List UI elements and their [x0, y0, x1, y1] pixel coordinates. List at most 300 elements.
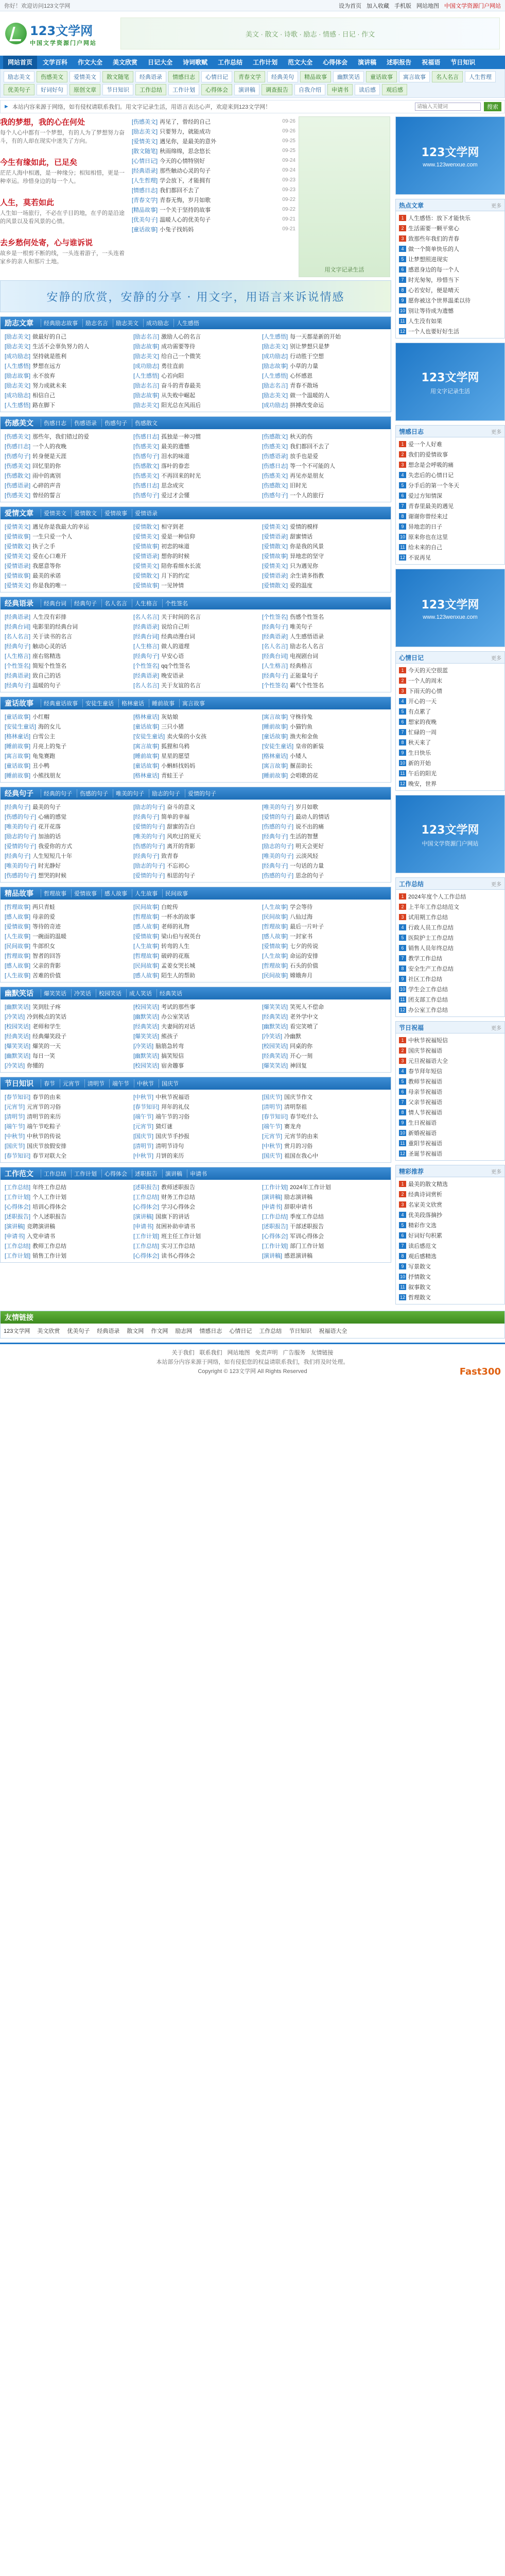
- item-category[interactable]: [人生故事]: [5, 933, 31, 940]
- list-item[interactable]: [5, 1211, 129, 1221]
- item-title[interactable]: 青春无悔，岁月如歌: [160, 197, 211, 204]
- list-item[interactable]: [5, 1002, 129, 1011]
- section-title[interactable]: 节日知识: [5, 1079, 33, 1088]
- item-category[interactable]: [心得体会]: [262, 1233, 288, 1240]
- list-item[interactable]: [262, 1121, 387, 1131]
- item-title[interactable]: 月亮上的兔子: [32, 743, 67, 750]
- list-item[interactable]: [133, 621, 258, 631]
- list-item[interactable]: [5, 751, 129, 760]
- item-title[interactable]: 孤独是一种习惯: [161, 433, 201, 440]
- headline-title[interactable]: 去乡愁何处寄，心与谁诉说: [0, 239, 93, 247]
- list-item[interactable]: [262, 370, 387, 380]
- section-tab[interactable]: 中秋节: [134, 1079, 156, 1088]
- search-button[interactable]: 搜索: [484, 102, 501, 111]
- list-item[interactable]: [399, 1117, 501, 1128]
- list-item[interactable]: [133, 811, 258, 821]
- nav-item[interactable]: 述职报告: [387, 59, 412, 66]
- list-item[interactable]: [262, 851, 387, 860]
- item-title[interactable]: 渔夫和金鱼: [290, 733, 319, 740]
- list-item[interactable]: [262, 902, 387, 911]
- subnav-item[interactable]: 名人名言: [432, 71, 463, 82]
- item-category[interactable]: [名人名言]: [133, 614, 160, 620]
- item-title[interactable]: 端午节吃粽子: [27, 1123, 61, 1130]
- top-link-home[interactable]: 设为首页: [339, 3, 361, 9]
- item-category[interactable]: [伤感日志]: [133, 482, 160, 489]
- item-title[interactable]: 笑到肚子疼: [32, 1004, 61, 1010]
- item-category[interactable]: [唯美的句子]: [133, 833, 165, 840]
- item-title[interactable]: 爱的温度: [290, 582, 313, 589]
- section-tab[interactable]: 国庆节: [159, 1079, 181, 1088]
- item-category[interactable]: [格林童话]: [133, 714, 160, 720]
- item-category[interactable]: [感人故事]: [133, 972, 160, 979]
- item-title[interactable]: 父亲的背影: [32, 962, 61, 969]
- item-title[interactable]: 小蝌蚪找妈妈: [161, 762, 196, 769]
- list-item[interactable]: [133, 1002, 258, 1011]
- item-category[interactable]: [安徒生童话]: [133, 733, 165, 740]
- list-item[interactable]: [133, 1031, 258, 1041]
- nav-item[interactable]: 祝福语: [422, 59, 441, 66]
- section-tab[interactable]: 爱情美文: [41, 509, 69, 517]
- list-item[interactable]: [399, 1056, 501, 1066]
- item-category[interactable]: [清明节]: [5, 1113, 25, 1120]
- item-title[interactable]: 名家美文欣赏: [408, 1202, 442, 1208]
- item-category[interactable]: [人生故事]: [262, 904, 288, 910]
- list-item[interactable]: [133, 480, 258, 490]
- section-title[interactable]: 工作范文: [5, 1170, 33, 1178]
- list-item[interactable]: [5, 351, 129, 361]
- item-title[interactable]: 甜蜜的告白: [167, 823, 196, 830]
- item-category[interactable]: [成功励志]: [5, 392, 31, 399]
- item-title[interactable]: 相信自己: [32, 392, 56, 399]
- list-item[interactable]: [399, 1261, 501, 1272]
- item-title[interactable]: 团支部工作总结: [408, 997, 448, 1003]
- list-item[interactable]: [399, 501, 501, 511]
- list-item[interactable]: [399, 994, 501, 1005]
- item-title[interactable]: 小兔子找妈妈: [160, 226, 194, 233]
- item-title[interactable]: 灰姑娘: [161, 714, 179, 720]
- list-item[interactable]: [5, 631, 129, 641]
- item-title[interactable]: 岁月如歌: [295, 804, 319, 810]
- intro-image[interactable]: [299, 116, 390, 277]
- item-title[interactable]: 早安心语: [161, 653, 184, 659]
- item-title[interactable]: 等一个不可能的人: [290, 463, 336, 469]
- item-category[interactable]: [励志的句子]: [133, 804, 165, 810]
- subnav-item[interactable]: 申请书: [327, 84, 353, 95]
- list-item[interactable]: [399, 326, 501, 336]
- item-category[interactable]: [人生格言]: [262, 663, 288, 669]
- item-title[interactable]: 等待的奇迹: [32, 923, 61, 930]
- list-item[interactable]: [399, 316, 501, 326]
- list-item[interactable]: [262, 1002, 387, 1011]
- list-item[interactable]: [399, 737, 501, 748]
- item-category[interactable]: [感人故事]: [133, 923, 160, 930]
- list-item[interactable]: [133, 741, 258, 751]
- item-category[interactable]: [伤感日志]: [262, 463, 288, 469]
- item-title[interactable]: 入党申请书: [27, 1233, 56, 1240]
- item-title[interactable]: 遇见你，是最美的意外: [160, 138, 217, 145]
- item-title[interactable]: 青春里最美的遇见: [408, 503, 454, 510]
- list-item[interactable]: [262, 831, 387, 841]
- item-title[interactable]: 相思的句子: [167, 872, 196, 879]
- item-title[interactable]: 爱过才会懂: [161, 492, 190, 499]
- item-category[interactable]: [演讲稿]: [5, 1223, 25, 1230]
- item-category[interactable]: [伤感日志]: [133, 433, 160, 440]
- item-category[interactable]: [寓言故事]: [133, 743, 160, 750]
- list-item[interactable]: [262, 561, 387, 570]
- item-title[interactable]: 重阳节祝福语: [408, 1141, 442, 1147]
- item-category[interactable]: [春节知识]: [133, 1104, 160, 1110]
- section-tab[interactable]: 经典的句子: [41, 789, 75, 798]
- list-item[interactable]: [5, 1021, 129, 1031]
- item-title[interactable]: 落叶的眷恋: [161, 463, 190, 469]
- side-box-title[interactable]: 热点文章: [399, 201, 424, 209]
- item-title[interactable]: 回忆里的你: [32, 463, 61, 469]
- item-title[interactable]: 端午节的习俗: [155, 1113, 190, 1120]
- item-category[interactable]: [爱情的句子]: [262, 814, 294, 820]
- item-title[interactable]: 小红帽: [32, 714, 50, 720]
- item-title[interactable]: 销售人员年终总结: [408, 945, 454, 952]
- list-item[interactable]: [262, 970, 387, 980]
- item-category[interactable]: [励志美文]: [5, 343, 31, 350]
- item-category[interactable]: [心得体会]: [133, 1204, 160, 1210]
- item-category[interactable]: [人生感悟]: [133, 372, 160, 379]
- nav-item[interactable]: 工作总结: [218, 59, 243, 66]
- item-title[interactable]: 忙碌的一周: [408, 730, 437, 736]
- item-category[interactable]: [人生感悟]: [262, 372, 288, 379]
- item-title[interactable]: 晚安，世界: [408, 781, 437, 787]
- subnav-item[interactable]: 好词好句: [37, 84, 67, 95]
- item-title[interactable]: 陪你看细水长流: [161, 563, 201, 569]
- list-item[interactable]: [5, 541, 129, 551]
- item-category[interactable]: [爱情语录]: [262, 572, 288, 579]
- list-item[interactable]: [133, 970, 258, 980]
- item-title[interactable]: 失恋后的心情日记: [408, 472, 454, 479]
- item-category[interactable]: [校园笑话]: [133, 1062, 160, 1069]
- item-title[interactable]: 情人节祝福语: [408, 1110, 442, 1116]
- list-item[interactable]: [262, 1031, 387, 1041]
- item-category[interactable]: [元宵节]: [5, 1104, 25, 1110]
- item-title[interactable]: 让梦想照进现实: [408, 257, 448, 263]
- item-category[interactable]: [清明节]: [262, 1104, 283, 1110]
- list-item[interactable]: [133, 731, 258, 741]
- item-category[interactable]: [伤感句子]: [262, 492, 288, 499]
- item-category[interactable]: [人生格言]: [5, 653, 31, 659]
- item-category[interactable]: [经典句子]: [5, 853, 31, 859]
- item-title[interactable]: 清明节诗句: [155, 1143, 184, 1149]
- item-title[interactable]: 伤感个性签名: [290, 614, 324, 620]
- list-item[interactable]: [399, 439, 501, 449]
- item-title[interactable]: 优美段落摘抄: [408, 1212, 442, 1218]
- list-item[interactable]: [5, 390, 129, 400]
- list-item[interactable]: [5, 651, 129, 660]
- footer-link[interactable]: 免责声明: [255, 1350, 278, 1356]
- item-category[interactable]: [励志的句子]: [262, 843, 294, 850]
- item-title[interactable]: 辞职申请书: [284, 1204, 313, 1210]
- item-category[interactable]: [情感日志]: [132, 187, 158, 194]
- list-item[interactable]: [133, 631, 258, 641]
- item-title[interactable]: 最美的承诺: [32, 572, 61, 579]
- item-category[interactable]: [中秋节]: [133, 1153, 154, 1159]
- list-item[interactable]: [262, 1011, 387, 1021]
- list-item[interactable]: [399, 552, 501, 563]
- list-item[interactable]: [399, 213, 501, 223]
- item-category[interactable]: [经典句子]: [5, 804, 31, 810]
- item-category[interactable]: [伤感的句子]: [262, 823, 294, 830]
- item-title[interactable]: 社区工作总结: [408, 976, 442, 982]
- list-item[interactable]: [262, 1141, 387, 1150]
- list-item[interactable]: [262, 1250, 387, 1260]
- item-category[interactable]: [校园笑话]: [262, 1043, 288, 1049]
- item-title[interactable]: 爱在心口难开: [32, 553, 67, 560]
- item-category[interactable]: [工作计划]: [262, 1184, 288, 1191]
- subnav-item[interactable]: 爱情美文: [69, 71, 100, 82]
- list-item[interactable]: [133, 870, 258, 880]
- item-title[interactable]: 陌生人的帮助: [161, 972, 196, 979]
- item-category[interactable]: [经典句子]: [5, 682, 31, 689]
- item-title[interactable]: 转身便是天涯: [32, 453, 67, 460]
- item-title[interactable]: 时光匆匆，珍惜当下: [408, 277, 459, 283]
- item-category[interactable]: [经典台词]: [5, 623, 31, 630]
- section-tab[interactable]: 爱情语录: [132, 509, 160, 517]
- list-item[interactable]: [262, 670, 387, 680]
- item-title[interactable]: 白蛇传: [161, 904, 179, 910]
- list-item[interactable]: [399, 675, 501, 686]
- item-title[interactable]: 今天的天空很蓝: [408, 668, 448, 674]
- list-item[interactable]: [399, 912, 501, 922]
- list-item[interactable]: [262, 941, 387, 951]
- item-category[interactable]: [唯美的句子]: [5, 862, 37, 869]
- friend-link[interactable]: 123文学网: [4, 1328, 30, 1334]
- item-title[interactable]: 安全生产工作总结: [408, 966, 454, 972]
- headline-title[interactable]: 今生有缘如此，已足矣: [0, 158, 78, 167]
- item-category[interactable]: [寓言故事]: [5, 753, 31, 759]
- list-item[interactable]: [262, 960, 387, 970]
- item-title[interactable]: 中秋节祝福短信: [408, 1038, 448, 1044]
- nav-item[interactable]: 心得体会: [323, 59, 348, 66]
- item-category[interactable]: [经典语录]: [132, 167, 158, 174]
- item-title[interactable]: 思念的句子: [295, 872, 324, 879]
- item-title[interactable]: 军训心得体会: [290, 1233, 324, 1240]
- item-category[interactable]: [演讲稿]: [262, 1194, 283, 1200]
- list-item[interactable]: [5, 1101, 129, 1111]
- item-title[interactable]: 同桌的你: [290, 1043, 313, 1049]
- item-title[interactable]: 抒情散文: [408, 1274, 431, 1280]
- item-title[interactable]: 你是我的风景: [290, 543, 324, 550]
- item-category[interactable]: [爱情美文]: [5, 523, 31, 530]
- list-item[interactable]: [5, 1092, 129, 1101]
- item-title[interactable]: 国庆节手抄报: [155, 1133, 190, 1140]
- subnav-item[interactable]: 伤感美文: [37, 71, 67, 82]
- list-item[interactable]: [262, 1060, 387, 1070]
- list-item[interactable]: [262, 521, 387, 531]
- item-title[interactable]: 办公室工作总结: [408, 1007, 448, 1013]
- item-title[interactable]: 梁山伯与祝英台: [161, 933, 201, 940]
- item-title[interactable]: 遇见你是我最大的幸运: [32, 523, 90, 530]
- item-category[interactable]: [个性签名]: [262, 614, 288, 620]
- list-item[interactable]: [133, 680, 258, 690]
- list-item[interactable]: [133, 641, 258, 651]
- item-title[interactable]: 放手也是爱: [290, 453, 319, 460]
- item-category[interactable]: [伤感句子]: [133, 453, 160, 460]
- item-category[interactable]: [成功励志]: [262, 353, 288, 360]
- section-tab[interactable]: 励志的句子: [149, 789, 183, 798]
- list-item[interactable]: [262, 1041, 387, 1050]
- list-item[interactable]: [262, 631, 387, 641]
- item-category[interactable]: [工作总结]: [5, 1243, 31, 1249]
- list-item[interactable]: [5, 470, 129, 480]
- footer-link[interactable]: 广告服务: [283, 1350, 306, 1356]
- item-category[interactable]: [工作计划]: [5, 1194, 31, 1200]
- item-category[interactable]: [爆笑笑话]: [262, 1062, 288, 1069]
- item-title[interactable]: 永不放弃: [32, 372, 56, 379]
- item-title[interactable]: 赛龙舟: [284, 1123, 302, 1130]
- item-title[interactable]: 励志名人名言: [290, 643, 324, 650]
- item-category[interactable]: [人生哲理]: [132, 177, 158, 184]
- section-tab[interactable]: 经典句子: [71, 599, 99, 607]
- item-category[interactable]: [哲理故事]: [5, 904, 31, 910]
- item-title[interactable]: 奋斗的意义: [167, 804, 196, 810]
- list-item[interactable]: [399, 1005, 501, 1015]
- item-category[interactable]: [经典笑话]: [262, 1053, 288, 1059]
- item-title[interactable]: 人生没有如果: [408, 318, 442, 325]
- item-category[interactable]: [工作计划]: [133, 1233, 160, 1240]
- item-title[interactable]: 关于读书的名言: [32, 633, 73, 640]
- section-tab[interactable]: 个性签名: [162, 599, 190, 607]
- nav-item[interactable]: 美文欣赏: [113, 59, 138, 66]
- item-title[interactable]: 母亲节祝福语: [408, 1089, 442, 1095]
- section-tab[interactable]: 伤感句子: [101, 419, 130, 427]
- item-title[interactable]: 想哭的时候: [38, 872, 67, 879]
- item-category[interactable]: [工作总结]: [262, 1213, 288, 1220]
- list-item[interactable]: [5, 1131, 129, 1141]
- item-title[interactable]: 原来你也在这里: [408, 534, 448, 540]
- item-title[interactable]: 我爱你的方式: [38, 843, 73, 850]
- item-category[interactable]: [爱情美文]: [133, 563, 160, 569]
- list-item[interactable]: [133, 1192, 258, 1201]
- list-item[interactable]: [262, 802, 387, 811]
- list-item[interactable]: [133, 521, 258, 531]
- list-item[interactable]: [262, 841, 387, 851]
- item-category[interactable]: [民间故事]: [262, 913, 288, 920]
- item-category[interactable]: [经典语录]: [262, 633, 288, 640]
- subnav-item[interactable]: 散文随笔: [102, 71, 133, 82]
- section-tab[interactable]: 伤感日志: [41, 419, 69, 427]
- list-item[interactable]: [399, 963, 501, 974]
- list-item[interactable]: [133, 431, 258, 441]
- item-title[interactable]: 冷幽默: [284, 1033, 302, 1040]
- list-item[interactable]: [5, 811, 129, 821]
- item-category[interactable]: [人生格言]: [133, 643, 160, 650]
- list-item[interactable]: [5, 1031, 129, 1041]
- item-category[interactable]: [经典句子]: [133, 853, 160, 859]
- item-title[interactable]: 励志演讲稿: [284, 1194, 313, 1200]
- friend-link[interactable]: 心情日记: [229, 1328, 252, 1334]
- list-item[interactable]: [133, 911, 258, 921]
- list-item[interactable]: [262, 641, 387, 651]
- item-title[interactable]: 冷到极点的笑话: [27, 1013, 67, 1020]
- list-item[interactable]: [262, 651, 387, 660]
- list-item[interactable]: [133, 960, 258, 970]
- item-category[interactable]: [爱情语录]: [133, 553, 160, 560]
- site-logo[interactable]: [5, 21, 113, 47]
- item-category[interactable]: [伤感日志]: [5, 443, 31, 450]
- item-title[interactable]: 搞笑短信: [161, 1053, 184, 1059]
- item-title[interactable]: 我们都回不去了: [290, 443, 330, 450]
- section-tab[interactable]: 伤感的句子: [77, 789, 111, 798]
- item-category[interactable]: [童话故事]: [5, 714, 31, 720]
- list-item[interactable]: [5, 770, 129, 780]
- friend-link[interactable]: 祝福语大全: [319, 1328, 347, 1334]
- item-title[interactable]: 做人的道理: [161, 643, 190, 650]
- list-item[interactable]: [399, 717, 501, 727]
- list-item[interactable]: [133, 541, 258, 551]
- footer-link[interactable]: 网站地图: [227, 1350, 250, 1356]
- subnav-item[interactable]: 童话故事: [366, 71, 397, 82]
- list-item[interactable]: [262, 331, 387, 341]
- section-tab[interactable]: 爱情的句子: [185, 789, 219, 798]
- item-category[interactable]: [励志美文]: [262, 392, 288, 399]
- item-title[interactable]: 一句话的力量: [290, 862, 324, 869]
- item-category[interactable]: [爱情美文]: [262, 563, 288, 569]
- subnav-item[interactable]: 经典语录: [135, 71, 166, 82]
- list-item[interactable]: [132, 185, 295, 195]
- item-title[interactable]: 生活不会辜负努力的人: [32, 343, 90, 350]
- list-item[interactable]: [133, 1141, 258, 1150]
- section-tab[interactable]: 经典笑话: [156, 989, 185, 997]
- headline-title[interactable]: 人生，莫若如此: [0, 198, 55, 207]
- item-title[interactable]: 心碎的声音: [32, 482, 61, 489]
- list-item[interactable]: [133, 390, 258, 400]
- item-title[interactable]: 教师节祝福语: [408, 1079, 442, 1085]
- section-tab[interactable]: 民间故事: [162, 889, 190, 897]
- item-title[interactable]: 学会放下，才能拥有: [160, 177, 211, 184]
- item-category[interactable]: [人生感悟]: [262, 333, 288, 340]
- item-category[interactable]: [幽默笑话]: [5, 1053, 31, 1059]
- item-title[interactable]: 感恩演讲稿: [284, 1252, 313, 1259]
- subnav-item[interactable]: 情感日志: [168, 71, 199, 82]
- item-category[interactable]: [励志美文]: [5, 382, 31, 389]
- list-item[interactable]: [399, 1292, 501, 1302]
- list-item[interactable]: [133, 612, 258, 621]
- subnav-item[interactable]: 自我介绍: [294, 84, 325, 95]
- item-category[interactable]: [冷笑话]: [5, 1013, 25, 1020]
- list-item[interactable]: [262, 580, 387, 590]
- item-category[interactable]: [伤感美文]: [262, 472, 288, 479]
- list-item[interactable]: [399, 460, 501, 470]
- item-category[interactable]: [申请书]: [262, 1204, 283, 1210]
- list-item[interactable]: [5, 1121, 129, 1131]
- list-item[interactable]: [5, 400, 129, 410]
- subnav-item[interactable]: 励志美文: [4, 71, 34, 82]
- item-category[interactable]: [申请书]: [133, 1223, 154, 1230]
- item-category[interactable]: [优美句子]: [132, 216, 158, 223]
- section-tab[interactable]: 励志美文: [113, 319, 141, 327]
- list-item[interactable]: [133, 441, 258, 451]
- section-tab[interactable]: 睡前故事: [149, 699, 177, 707]
- item-category[interactable]: [经典句子]: [133, 653, 160, 659]
- search-input[interactable]: [415, 103, 481, 111]
- more-link[interactable]: 更多: [491, 429, 501, 435]
- item-title[interactable]: 春节对联大全: [32, 1153, 67, 1159]
- item-category[interactable]: [经典台词]: [262, 653, 288, 659]
- side-ad[interactable]: [395, 116, 505, 195]
- item-category[interactable]: [幽默笑话]: [133, 1013, 160, 1020]
- list-item[interactable]: [132, 136, 295, 146]
- list-item[interactable]: [5, 931, 129, 941]
- list-item[interactable]: [262, 400, 387, 410]
- item-category[interactable]: [经典语录]: [5, 614, 31, 620]
- item-title[interactable]: 元宵节的由来: [284, 1133, 319, 1140]
